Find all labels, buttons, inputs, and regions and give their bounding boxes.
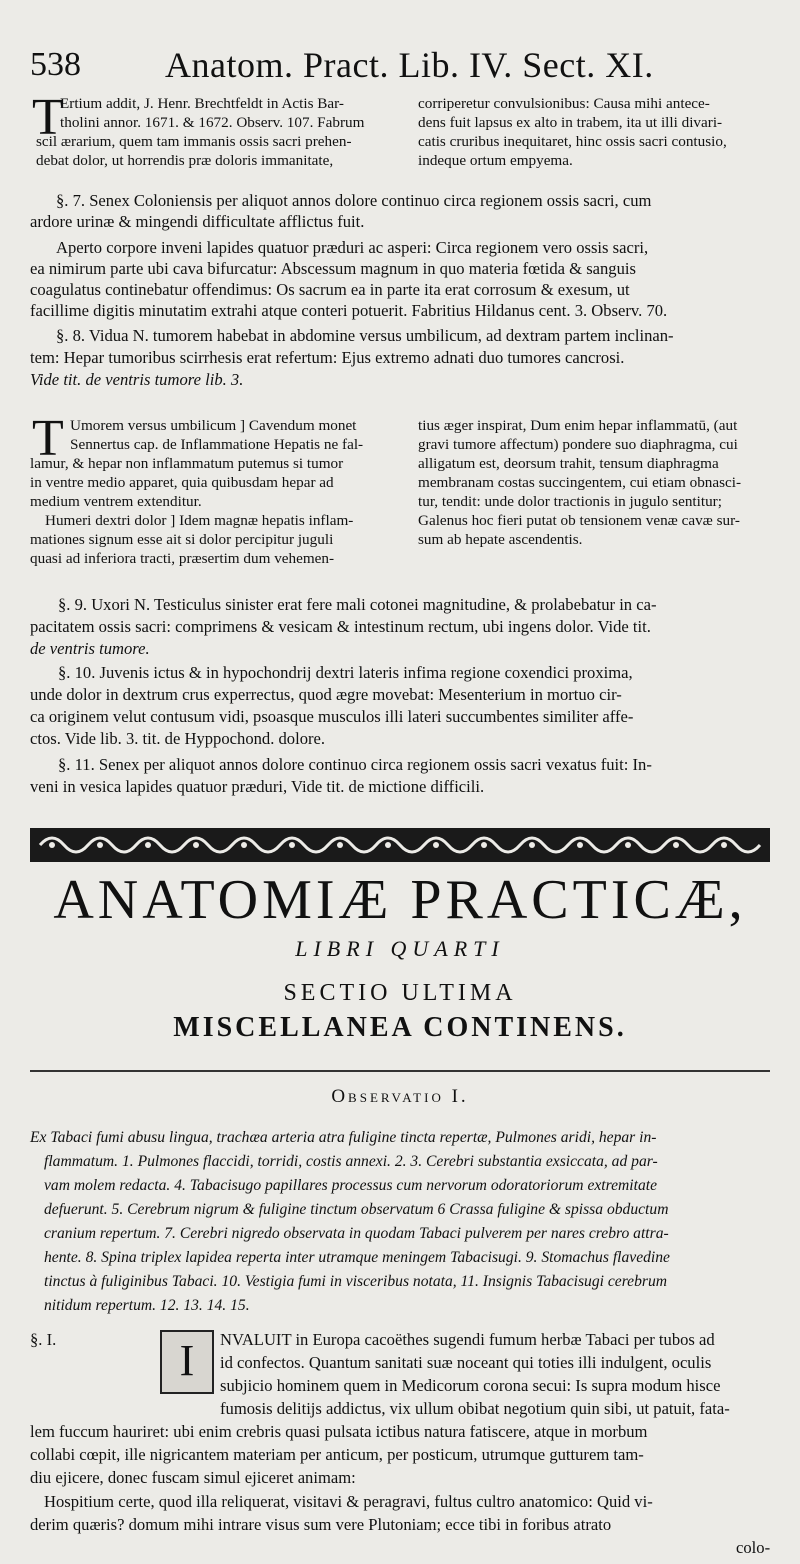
text-line: Vide tit. de ventris tumore lib. 3. [30, 370, 244, 389]
text-line: indeque ortum empyema. [418, 152, 573, 169]
text-line: ea nimirum parte ubi cava bifurcatur: Abscessum magnum in quo materia fœtida & sanguis [30, 259, 636, 278]
summary-line: hente. 8. Spina triplex lapidea reperta inter utramque meningem Tabacisugi. 9. Stomachus flavedine [44, 1249, 670, 1266]
section-subtitle-sectio: SECTIO ULTIMA [283, 980, 517, 1006]
text-line: coagulatus continebatur offendimus: Os sacrum ea in parte ita erat corrosum & exesum, ut [30, 280, 630, 299]
text-line: NVALUIT in Europa cacoëthes sugendi fumum herbæ Tabaci per tubos ad [220, 1330, 715, 1349]
horizontal-rule [30, 1070, 770, 1072]
text-line: corriperetur convulsionibus: Causa mihi antece- [418, 95, 710, 112]
text-line: dens fuit lapsus ex alto in trabem, ita ut illi divari- [418, 114, 723, 131]
text-line: subjicio hominem quem in Medicorum corona secui: Is supra modum hisce [220, 1376, 721, 1395]
initial-letter-t-top: T [32, 89, 64, 146]
text-line: gravi tumore affectum) pondere suo diaphragma, cui [418, 436, 738, 453]
text-line: Umorem versus umbilicum ] Cavendum monet [70, 417, 357, 434]
summary-line: nitidum repertum. 12. 13. 14. 15. [44, 1297, 250, 1314]
text-line: tholini annor. 1671. & 1672. Observ. 107. Fabrum [60, 114, 365, 131]
text-line: facillime digitis minutatim extrahi atque conteri potuerit. Fabritius Hildanus cent. 3. Observ. 70. [30, 301, 668, 320]
text-line: ca originem velut contusum vidi, psoasque musculos illi lateri succumbentes similiter affe- [30, 707, 634, 726]
text-line: in ventre medio apparet, quia quibusdam hepar ad [30, 474, 334, 491]
summary-line: Ex Tabaci fumi abusu lingua, trachæa arteria atra fuligine tincta repertæ, Pulmones aridi, hepar in- [30, 1129, 657, 1146]
section-subtitle-book: LIBRI QUARTI [295, 936, 505, 961]
page-number: 538 [30, 46, 81, 83]
text-line: diu ejicere, donec fuscam simul ejiceret animam: [30, 1468, 356, 1487]
text-line: id confectos. Quantum sanitati suæ noceant qui toties illi indulgent, oculis [220, 1353, 712, 1372]
summary-line: flammatum. 1. Pulmones flaccidi, torridi, costis annexi. 2. 3. Cerebri substantia exsiccata, ad par- [44, 1153, 658, 1170]
text-line: membranam costas succingentem, cui etiam obnasci- [418, 474, 742, 491]
text-line: tius æger inspirat, Dum enim hepar inflammatū, (aut [418, 417, 738, 434]
text-line: Humeri dextri dolor ] Idem magnæ hepatis inflam- [45, 512, 354, 529]
summary-line: cranium repertum. 7. Cerebri nigredo observata in quodam Tabaci pulverem per nares crebro attra- [44, 1225, 669, 1242]
text-line: de ventris tumore. [30, 639, 150, 658]
text-line: §. 10. Juvenis ictus & in hypochondrij dextri lateris infima regione coxendici proxima, [58, 663, 633, 682]
text-line: Aperto corpore inveni lapides quatuor præduri ac asperi: Circa regionem vero ossis sacri, [56, 238, 649, 257]
catchword: colo- [736, 1538, 771, 1557]
text-line: Hospitium certe, quod illa reliquerat, visitavi & peragravi, fultus cultro anatomico: Quid vi- [44, 1492, 653, 1511]
summary-line: vam molem redacta. 4. Tabacisugo papillares processus cum nervorum odoratoriorum extremitate [44, 1177, 658, 1194]
text-line: fumosis delitijs addictus, vix ullum obibat negotium quin sibi, ut patuit, fata- [220, 1399, 730, 1418]
observation-heading: Observatio I. [331, 1086, 469, 1107]
text-line: §. 11. Senex per aliquot annos dolore continuo circa regionem ossis sacri vexatus fuit: In- [58, 755, 652, 774]
text-line: Ertium addit, J. Henr. Brechtfeldt in Actis Bar- [60, 95, 344, 112]
summary-line: tinctus à fuliginibus Tabaci. 10. Vestigia fumi in visceribus notata, 11. Insignis Tabacisugi cerebrum [44, 1273, 668, 1290]
section-subtitle-miscellanea: MISCELLANEA CONTINENS. [173, 1012, 627, 1043]
initial-letter-t-mid: T [32, 410, 64, 467]
text-line: scil ærarium, quem tam immanis ossis sacri prehen- [36, 133, 352, 150]
text-line: veni in vesica lapides quatuor præduri, Vide tit. de mictione difficili. [30, 777, 485, 796]
text-line: lamur, & hepar non inflammatum putemus si tumor [30, 455, 344, 472]
text-line: ctos. Vide lib. 3. tit. de Hyppochond. dolore. [30, 729, 326, 748]
text-line: unde dolor in dextrum crus experrectus, quod ægre movebat: Mesenterium in mortuo cir- [30, 685, 622, 704]
text-line: debat dolor, ut horrendis præ doloris immanitate, [36, 152, 334, 169]
text-line: ardore urinæ & mingendi difficultate afflictus fuit. [30, 212, 365, 231]
text-line: §. 9. Uxori N. Testiculus sinister erat fere mali cotonei magnitudine, & prolabebatur in ca- [58, 595, 657, 614]
text-line: sum ab hepate ascendentis. [418, 531, 583, 548]
section-label: §. I. [30, 1330, 57, 1349]
text-line: pacitatem ossis sacri: comprimens & vesicam & intestinum rectum, ubi ingens dolor. Vide tit. [30, 617, 651, 636]
text-line: §. 8. Vidua N. tumorem habebat in abdomine versus umbilicum, ad dextram partem inclinan- [56, 326, 674, 345]
text-line: tur, tendit: unde dolor tractionis in jugulo sentitur; [418, 493, 722, 510]
text-line: Galenus hoc fieri putat ob tensionem venæ cavæ sur- [418, 512, 740, 529]
section-main-title: ANATOMIÆ PRACTICÆ, [53, 869, 747, 931]
text-line: collabi cœpit, ille nigricantem materiam per anticum, per posticum, utrumque gutturem tam- [30, 1445, 644, 1464]
text-line: medium ventrem extenditur. [30, 493, 202, 510]
text-line: mationes signum esse ait si dolor percipitur juguli [30, 531, 334, 548]
text-line: alligatum est, deorsum trahit, tensum diaphragma [418, 455, 719, 472]
text-line: §. 7. Senex Coloniensis per aliquot annos dolore continuo circa regionem ossis sacri, cum [56, 191, 652, 210]
ornamental-border [30, 824, 770, 866]
summary-line: defuerunt. 5. Cerebrum nigrum & fuligine tinctum observatum 6 Crassa fuligine & spissa obductum [44, 1201, 669, 1218]
text-line: derim quæris? domum mihi intrare visus sum vere Plutoniam; ecce tibi in foribus atrato [30, 1515, 612, 1534]
running-title: Anatom. Pract. Lib. IV. Sect. XI. [165, 45, 654, 85]
text-line: lem fuccum hauriret: ubi enim crebris quasi pulsata ictibus natura fatiscere, atque in morbum [30, 1422, 648, 1441]
text-line: tem: Hepar tumoribus scirrhesis erat refertum: Ejus extremo adnati duo tumores cancrosi. [30, 348, 625, 367]
text-line: quasi ad inferiora tracti, præsertim dum vehemen- [30, 550, 335, 567]
decorated-initial: I [160, 1330, 214, 1394]
text-line: Sennertus cap. de Inflammatione Hepatis ne fal- [70, 436, 364, 453]
text-line: catis cruribus inequitaret, hinc ossis sacri contusio, [418, 133, 727, 150]
